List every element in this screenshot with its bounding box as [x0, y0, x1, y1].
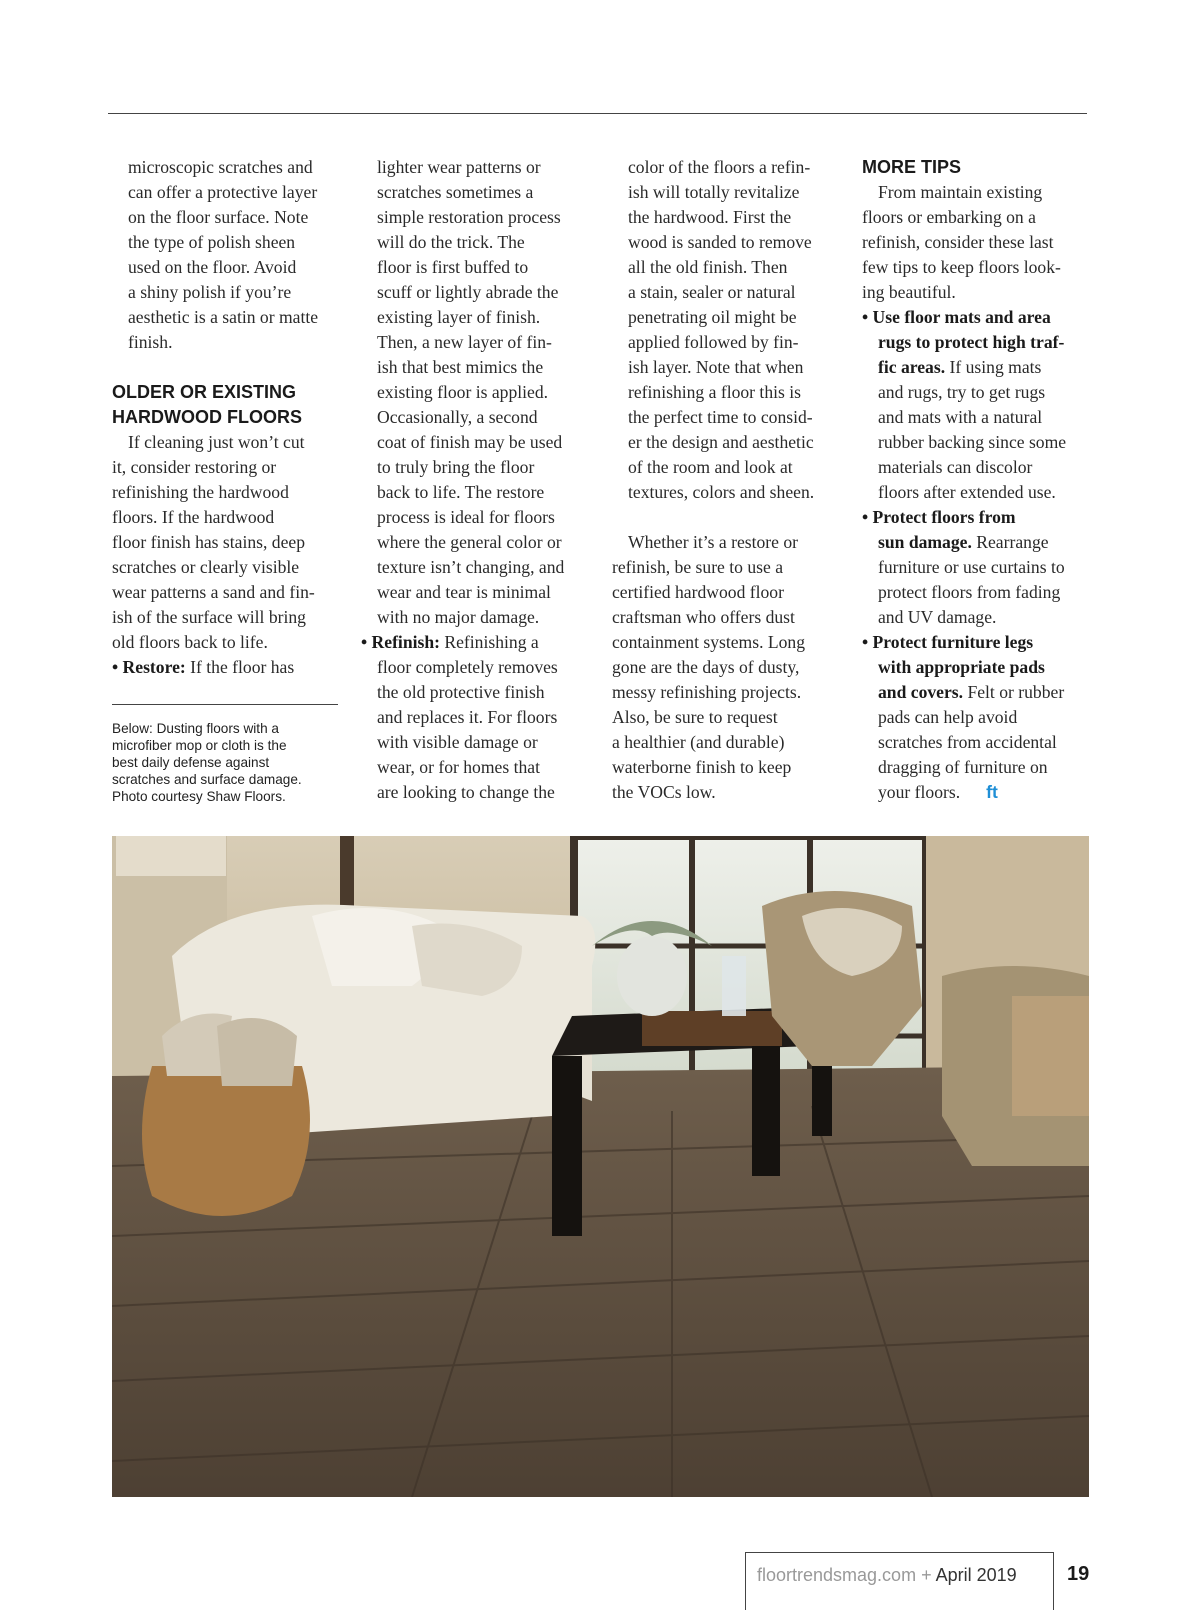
text-line: the VOCs low. — [612, 782, 716, 802]
text-line: a healthier (and durable) — [612, 732, 785, 752]
tip3-line — [862, 630, 1088, 655]
refinish-label: • Refinish: — [361, 632, 440, 652]
text-line: gone are the days of dusty, — [612, 657, 800, 677]
end-mark-logo: ft — [986, 782, 998, 802]
text-line: ish layer. Note that when — [628, 357, 804, 377]
text-line: simple restoration process — [377, 207, 561, 227]
caption-line: scratches and surface damage. — [112, 772, 302, 787]
column-2 — [361, 155, 593, 805]
text-line: furniture or use curtains to — [878, 557, 1065, 577]
tip3-line — [862, 680, 1088, 705]
text-line: process is ideal for floors — [377, 507, 555, 527]
tip-bold: and covers. — [878, 682, 964, 702]
text-line: certified hardwood floor — [612, 582, 784, 602]
text-line: and rugs, try to get rugs — [878, 382, 1046, 402]
text-line: scratches sometimes a — [377, 182, 534, 202]
restore-bullet — [112, 655, 344, 680]
text-line: pads can help avoid — [878, 707, 1018, 727]
text-line: coat of finish may be used — [377, 432, 563, 452]
text-line: dragging of furniture on — [878, 757, 1048, 777]
text-line: aesthetic is a satin or matte — [128, 307, 319, 327]
text-line: Felt or rubber — [967, 682, 1065, 702]
caption-line: best daily defense against — [112, 755, 270, 770]
col2-body — [361, 155, 593, 630]
text-line: If using mats — [949, 357, 1042, 377]
text-line: floor finish has stains, deep — [112, 532, 306, 552]
text-line: applied followed by fin- — [628, 332, 799, 352]
text-line: and UV damage. — [878, 607, 997, 627]
text-line: can offer a protective layer — [128, 182, 318, 202]
last-line — [878, 780, 1088, 805]
tip-bold: • Protect furniture legs — [862, 632, 1034, 652]
text-line: the hardwood. First the — [628, 207, 792, 227]
text-line: scratches from accidental — [878, 732, 1057, 752]
tip1-line — [862, 330, 1088, 355]
text-line: floors after extended use. — [878, 482, 1056, 502]
text-line: Also, be sure to request — [612, 707, 778, 727]
text-line: and mats with a natural — [878, 407, 1043, 427]
text-line: used on the floor. Avoid — [128, 257, 297, 277]
text-line: textures, colors and sheen. — [628, 482, 815, 502]
text-line: refinishing the hardwood — [112, 482, 289, 502]
tip-bold: rugs to protect high traf- — [878, 332, 1065, 352]
text-line: penetrating oil might be — [628, 307, 797, 327]
tip2-line — [862, 505, 1088, 530]
text-line: waterborne finish to keep — [612, 757, 792, 777]
tip3-line — [862, 655, 1088, 680]
text-line: will do the trick. The — [377, 232, 525, 252]
text-line: messy refinishing projects. — [612, 682, 802, 702]
text-line: wear, or for homes that — [377, 757, 540, 777]
text-line: From maintain existing — [878, 182, 1043, 202]
photo-caption — [112, 720, 340, 805]
restore-label: • Restore: — [112, 657, 186, 677]
text-line: Then, a new layer of fin- — [377, 332, 552, 352]
text-line: all the old finish. Then — [628, 257, 788, 277]
text-line: ish will totally revitalize — [628, 182, 800, 202]
refinish-bullet — [361, 630, 593, 655]
text-line: back to life. The restore — [377, 482, 545, 502]
text-line: If cleaning just won’t cut — [128, 432, 305, 452]
text-line: wood is sanded to remove — [628, 232, 812, 252]
caption-line: microfiber mop or cloth is the — [112, 738, 287, 753]
text-line: ish that best mimics the — [377, 357, 544, 377]
caption-line: Below: Dusting floors with a — [112, 721, 279, 736]
footer-folio — [757, 1565, 1017, 1586]
text-line: Refinishing a — [444, 632, 539, 652]
col1-continuation — [112, 155, 344, 355]
text-line: to truly bring the floor — [377, 457, 535, 477]
text-line: materials can discolor — [878, 457, 1033, 477]
living-room-illustration — [112, 836, 1089, 1497]
col3-body — [612, 155, 844, 505]
text-line: Rearrange — [976, 532, 1049, 552]
tip1-line — [862, 355, 1088, 380]
tip-bold: • Protect floors from — [862, 507, 1016, 527]
text-line: old floors back to life. — [112, 632, 268, 652]
text-line: the perfect time to consid- — [628, 407, 813, 427]
living-room-photo — [112, 836, 1089, 1497]
text-line: the type of polish sheen — [128, 232, 296, 252]
text-line: existing layer of finish. — [377, 307, 541, 327]
text-line: er the design and aesthetic — [628, 432, 814, 452]
text-line: of the room and look at — [628, 457, 793, 477]
tip2-line — [862, 530, 1088, 555]
text-line: on the floor surface. Note — [128, 207, 309, 227]
section-heading: HARDWOOD FLOORS — [112, 407, 302, 427]
text-line: microscopic scratches and — [128, 157, 313, 177]
text-line: a shiny polish if you’re — [128, 282, 292, 302]
column-3 — [612, 155, 844, 805]
text-line: where the general color or — [377, 532, 562, 552]
text-line: with visible damage or — [377, 732, 538, 752]
text-line: texture isn’t changing, and — [377, 557, 565, 577]
text-line: floors or embarking on a — [862, 207, 1036, 227]
section-heading: MORE TIPS — [862, 157, 962, 177]
section-heading: OLDER OR EXISTING — [112, 382, 297, 402]
top-rule — [108, 113, 1087, 114]
refinish-body — [361, 655, 593, 805]
text-line: wear patterns a sand and fin- — [112, 582, 315, 602]
text-line: are looking to change the — [377, 782, 555, 802]
text-line: floors. If the hardwood — [112, 507, 275, 527]
text-line: refinishing a floor this is — [628, 382, 801, 402]
text-line: color of the floors a refin- — [628, 157, 811, 177]
text-line: containment systems. Long — [612, 632, 806, 652]
tip-bold: with appropriate pads — [878, 657, 1045, 677]
text-line: and replaces it. For floors — [377, 707, 558, 727]
tip-bold: sun damage. — [878, 532, 972, 552]
text-line: wear and tear is minimal — [377, 582, 551, 602]
text-line: your floors. — [878, 782, 961, 802]
text-line: Whether it’s a restore or — [628, 532, 799, 552]
text-line: floor completely removes — [377, 657, 558, 677]
text-line: it, consider restoring or — [112, 457, 277, 477]
footer-date: April 2019 — [935, 1565, 1017, 1585]
page-number: 19 — [1067, 1563, 1090, 1585]
tip-bold: fic areas. — [878, 357, 946, 377]
text-line: existing floor is applied. — [377, 382, 549, 402]
tip2-body — [862, 555, 1088, 630]
tip1-body — [862, 380, 1088, 505]
caption-line: Photo courtesy Shaw Floors. — [112, 789, 286, 804]
text-line: lighter wear patterns or — [377, 157, 541, 177]
text-line: rubber backing since some — [878, 432, 1067, 452]
text-line: finish. — [128, 332, 173, 352]
text-line: the old protective finish — [377, 682, 545, 702]
text-line: floor is first buffed to — [377, 257, 529, 277]
footer-site: floortrendsmag.com — [757, 1565, 917, 1585]
text-line: protect floors from fading — [878, 582, 1061, 602]
text-line: craftsman who offers dust — [612, 607, 795, 627]
tip1-line — [862, 305, 1088, 330]
text-line: refinish, be sure to use a — [612, 557, 783, 577]
footer-separator: + — [921, 1565, 932, 1585]
text-line: ing beautiful. — [862, 282, 956, 302]
caption-rule — [112, 704, 338, 705]
text-line: If the floor has — [190, 657, 295, 677]
column-1 — [112, 155, 344, 680]
tip3-body — [862, 705, 1088, 805]
column-4 — [862, 155, 1088, 805]
tip-bold: • Use floor mats and area — [862, 307, 1051, 327]
text-line: few tips to keep floors look- — [862, 257, 1061, 277]
text-line: a stain, sealer or natural — [628, 282, 796, 302]
text-line: scratches or clearly visible — [112, 557, 300, 577]
text-line: ish of the surface will bring — [112, 607, 306, 627]
text-line: Occasionally, a second — [377, 407, 538, 427]
text-line: with no major damage. — [377, 607, 540, 627]
text-line: scuff or lightly abrade the — [377, 282, 559, 302]
text-line: refinish, consider these last — [862, 232, 1054, 252]
